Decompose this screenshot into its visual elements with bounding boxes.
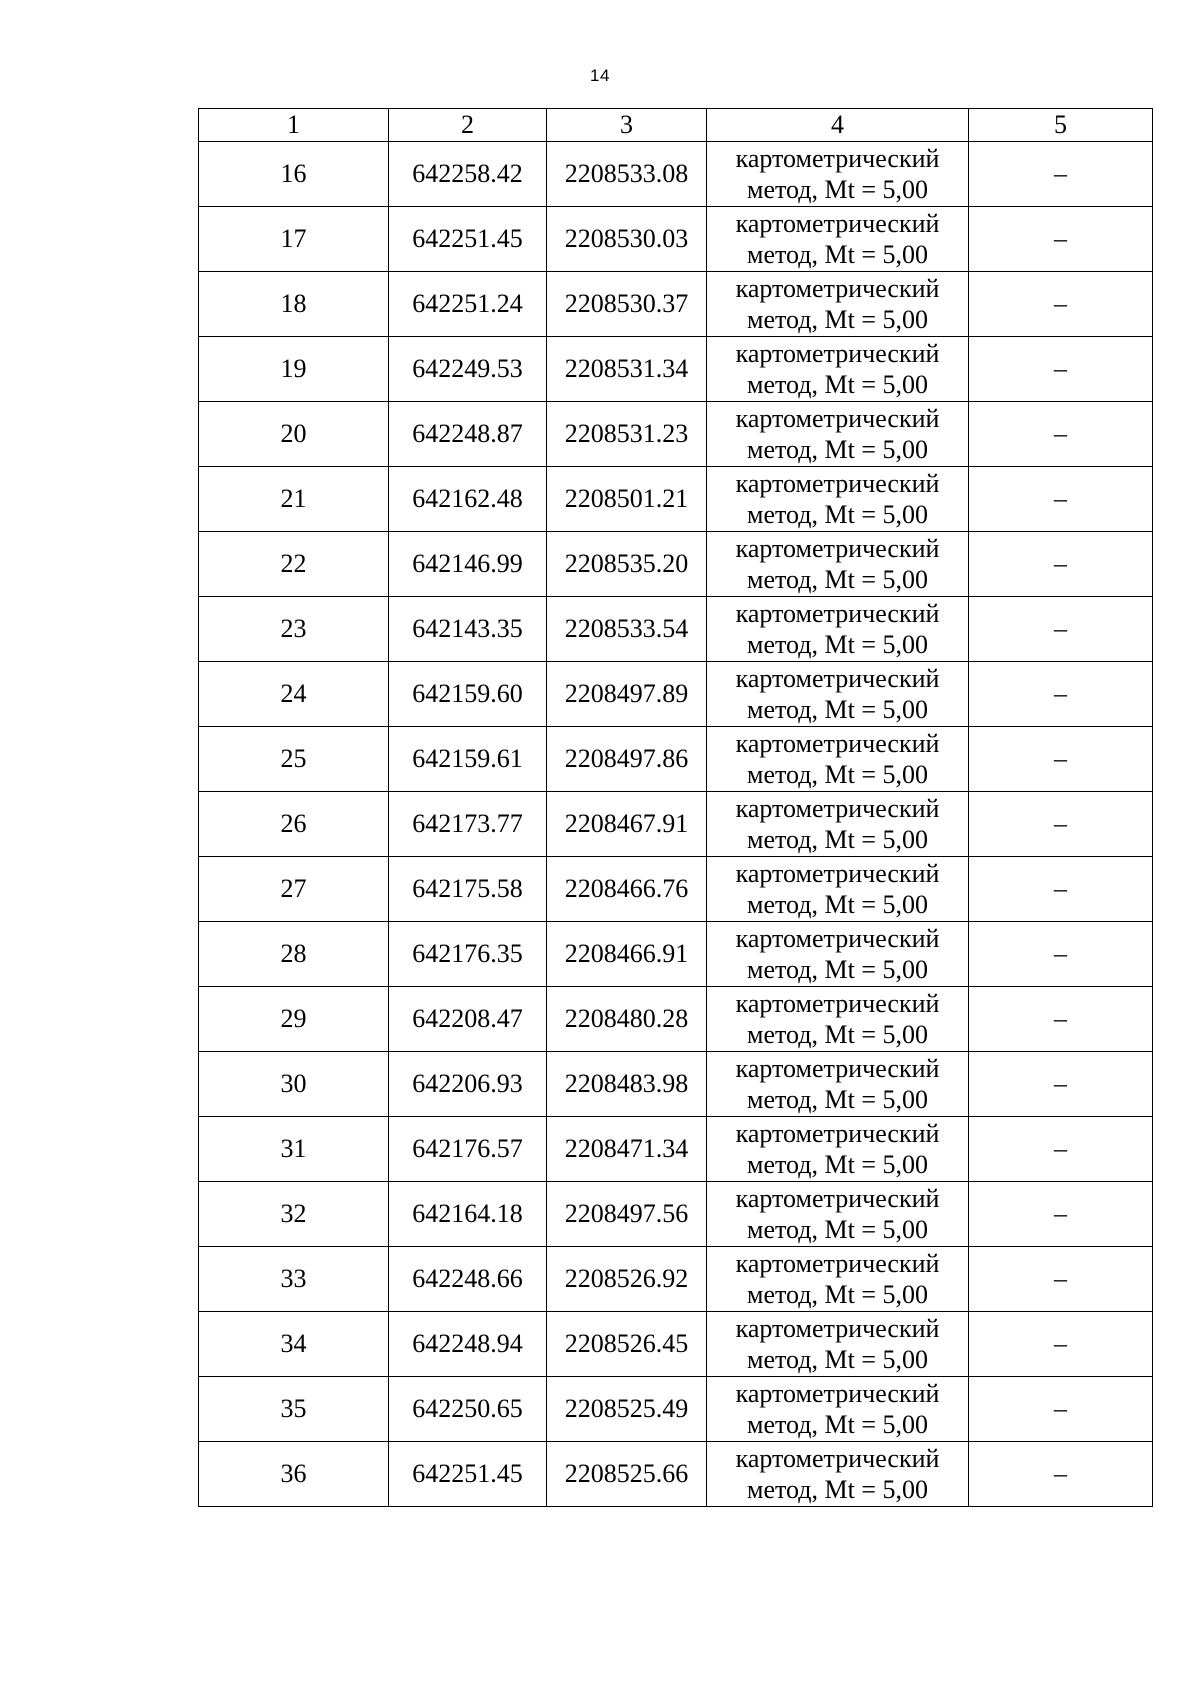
- method-line-2: метод, Mt = 5,00: [747, 565, 928, 594]
- x-coordinate-cell: 642162.48: [389, 467, 547, 532]
- point-number-cell: 16: [199, 142, 389, 207]
- method-cell: [707, 857, 969, 922]
- x-coordinate-cell: 642206.93: [389, 1052, 547, 1117]
- y-coordinate-cell: 2208535.20: [547, 532, 707, 597]
- table-row: [199, 272, 1153, 337]
- point-number-cell: 29: [199, 987, 389, 1052]
- note-cell: –: [969, 597, 1153, 662]
- note-cell: –: [969, 532, 1153, 597]
- method-cell: [707, 337, 969, 402]
- header-col-3: 3: [547, 109, 707, 142]
- method-line-2: метод, Mt = 5,00: [747, 955, 928, 984]
- note-cell: –: [969, 1442, 1153, 1507]
- header-col-5: 5: [969, 109, 1153, 142]
- method-line-2: метод, Mt = 5,00: [747, 760, 928, 789]
- table-row: [199, 727, 1153, 792]
- method-line-1: картометрический: [735, 859, 940, 888]
- point-number-cell: 33: [199, 1247, 389, 1312]
- method-line-2: метод, Mt = 5,00: [747, 305, 928, 334]
- table-row: [199, 337, 1153, 402]
- table-row: [199, 1247, 1153, 1312]
- method-cell: [707, 597, 969, 662]
- header-col-1: 1: [199, 109, 389, 142]
- table-row: [199, 1182, 1153, 1247]
- method-cell: [707, 1312, 969, 1377]
- note-cell: –: [969, 272, 1153, 337]
- note-cell: –: [969, 1247, 1153, 1312]
- note-cell: –: [969, 142, 1153, 207]
- method-line-1: картометрический: [735, 274, 940, 303]
- method-line-2: метод, Mt = 5,00: [747, 1150, 928, 1179]
- x-coordinate-cell: 642159.61: [389, 727, 547, 792]
- x-coordinate-cell: 642248.66: [389, 1247, 547, 1312]
- x-coordinate-cell: 642248.87: [389, 402, 547, 467]
- method-cell: [707, 1182, 969, 1247]
- note-cell: –: [969, 402, 1153, 467]
- x-coordinate-cell: 642176.35: [389, 922, 547, 987]
- method-line-2: метод, Mt = 5,00: [747, 1475, 928, 1504]
- method-line-1: картометрический: [735, 534, 940, 563]
- x-coordinate-cell: 642251.45: [389, 207, 547, 272]
- method-line-2: метод, Mt = 5,00: [747, 825, 928, 854]
- note-cell: –: [969, 207, 1153, 272]
- method-line-2: метод, Mt = 5,00: [747, 1020, 928, 1049]
- method-line-2: метод, Mt = 5,00: [747, 240, 928, 269]
- y-coordinate-cell: 2208483.98: [547, 1052, 707, 1117]
- method-line-2: метод, Mt = 5,00: [747, 1345, 928, 1374]
- x-coordinate-cell: 642175.58: [389, 857, 547, 922]
- method-line-1: картометрический: [735, 1119, 940, 1148]
- method-line-1: картометрический: [735, 144, 940, 173]
- table-row: [199, 1377, 1153, 1442]
- table-row: [199, 1442, 1153, 1507]
- note-cell: –: [969, 987, 1153, 1052]
- point-number-cell: 21: [199, 467, 389, 532]
- method-line-2: метод, Mt = 5,00: [747, 175, 928, 204]
- method-cell: [707, 142, 969, 207]
- note-cell: –: [969, 922, 1153, 987]
- x-coordinate-cell: 642249.53: [389, 337, 547, 402]
- point-number-cell: 23: [199, 597, 389, 662]
- note-cell: –: [969, 1377, 1153, 1442]
- y-coordinate-cell: 2208501.21: [547, 467, 707, 532]
- y-coordinate-cell: 2208530.03: [547, 207, 707, 272]
- x-coordinate-cell: 642250.65: [389, 1377, 547, 1442]
- table-row: [199, 1312, 1153, 1377]
- y-coordinate-cell: 2208525.66: [547, 1442, 707, 1507]
- method-line-1: картометрический: [735, 1054, 940, 1083]
- method-line-1: картометрический: [735, 1379, 940, 1408]
- table-row: [199, 467, 1153, 532]
- method-line-2: метод, Mt = 5,00: [747, 370, 928, 399]
- point-number-cell: 22: [199, 532, 389, 597]
- header-col-2: 2: [389, 109, 547, 142]
- table-row: [199, 402, 1153, 467]
- x-coordinate-cell: 642251.24: [389, 272, 547, 337]
- x-coordinate-cell: 642176.57: [389, 1117, 547, 1182]
- table-row: [199, 987, 1153, 1052]
- method-cell: [707, 402, 969, 467]
- table-row: [199, 207, 1153, 272]
- table-row: [199, 597, 1153, 662]
- page-number: 14: [590, 66, 610, 85]
- note-cell: –: [969, 1052, 1153, 1117]
- table-row: [199, 857, 1153, 922]
- method-line-1: картометрический: [735, 1314, 940, 1343]
- method-line-1: картометрический: [735, 729, 940, 758]
- method-cell: [707, 1247, 969, 1312]
- table-row: [199, 532, 1153, 597]
- method-cell: [707, 1377, 969, 1442]
- method-cell: [707, 272, 969, 337]
- note-cell: –: [969, 662, 1153, 727]
- method-line-1: картометрический: [735, 599, 940, 628]
- method-line-1: картометрический: [735, 989, 940, 1018]
- x-coordinate-cell: 642159.60: [389, 662, 547, 727]
- method-line-2: метод, Mt = 5,00: [747, 630, 928, 659]
- method-line-2: метод, Mt = 5,00: [747, 1280, 928, 1309]
- method-line-2: метод, Mt = 5,00: [747, 500, 928, 529]
- point-number-cell: 18: [199, 272, 389, 337]
- point-number-cell: 25: [199, 727, 389, 792]
- x-coordinate-cell: 642248.94: [389, 1312, 547, 1377]
- method-line-1: картометрический: [735, 794, 940, 823]
- method-cell: [707, 1117, 969, 1182]
- note-cell: –: [969, 857, 1153, 922]
- y-coordinate-cell: 2208480.28: [547, 987, 707, 1052]
- table-row: [199, 1052, 1153, 1117]
- table-row: [199, 792, 1153, 857]
- y-coordinate-cell: 2208530.37: [547, 272, 707, 337]
- table-row: [199, 142, 1153, 207]
- y-coordinate-cell: 2208526.92: [547, 1247, 707, 1312]
- note-cell: –: [969, 792, 1153, 857]
- note-cell: –: [969, 337, 1153, 402]
- method-line-1: картометрический: [735, 1444, 940, 1473]
- y-coordinate-cell: 2208531.23: [547, 402, 707, 467]
- point-number-cell: 30: [199, 1052, 389, 1117]
- method-line-1: картометрический: [735, 924, 940, 953]
- x-coordinate-cell: 642143.35: [389, 597, 547, 662]
- point-number-cell: 20: [199, 402, 389, 467]
- y-coordinate-cell: 2208497.89: [547, 662, 707, 727]
- method-line-2: метод, Mt = 5,00: [747, 695, 928, 724]
- y-coordinate-cell: 2208497.86: [547, 727, 707, 792]
- method-line-1: картометрический: [735, 404, 940, 433]
- method-cell: [707, 727, 969, 792]
- point-number-cell: 35: [199, 1377, 389, 1442]
- method-line-1: картометрический: [735, 209, 940, 238]
- method-line-2: метод, Mt = 5,00: [747, 1215, 928, 1244]
- x-coordinate-cell: 642146.99: [389, 532, 547, 597]
- method-line-1: картометрический: [735, 1184, 940, 1213]
- method-cell: [707, 467, 969, 532]
- x-coordinate-cell: 642258.42: [389, 142, 547, 207]
- point-number-cell: 27: [199, 857, 389, 922]
- y-coordinate-cell: 2208533.08: [547, 142, 707, 207]
- note-cell: –: [969, 467, 1153, 532]
- method-cell: [707, 207, 969, 272]
- y-coordinate-cell: 2208466.76: [547, 857, 707, 922]
- method-cell: [707, 922, 969, 987]
- y-coordinate-cell: 2208497.56: [547, 1182, 707, 1247]
- table-row: [199, 1117, 1153, 1182]
- x-coordinate-cell: 642164.18: [389, 1182, 547, 1247]
- y-coordinate-cell: 2208531.34: [547, 337, 707, 402]
- x-coordinate-cell: 642208.47: [389, 987, 547, 1052]
- table-header-row: [199, 109, 1153, 142]
- table-row: [199, 662, 1153, 727]
- y-coordinate-cell: 2208466.91: [547, 922, 707, 987]
- coordinates-table: [198, 108, 1153, 1507]
- y-coordinate-cell: 2208533.54: [547, 597, 707, 662]
- method-cell: [707, 1442, 969, 1507]
- method-cell: [707, 792, 969, 857]
- note-cell: –: [969, 1182, 1153, 1247]
- method-line-2: метод, Mt = 5,00: [747, 435, 928, 464]
- note-cell: –: [969, 1117, 1153, 1182]
- header-col-4: 4: [707, 109, 969, 142]
- point-number-cell: 19: [199, 337, 389, 402]
- note-cell: –: [969, 727, 1153, 792]
- method-line-1: картометрический: [735, 664, 940, 693]
- point-number-cell: 26: [199, 792, 389, 857]
- point-number-cell: 32: [199, 1182, 389, 1247]
- point-number-cell: 28: [199, 922, 389, 987]
- point-number-cell: 24: [199, 662, 389, 727]
- method-cell: [707, 1052, 969, 1117]
- method-line-1: картометрический: [735, 1249, 940, 1278]
- method-line-1: картометрический: [735, 469, 940, 498]
- point-number-cell: 31: [199, 1117, 389, 1182]
- y-coordinate-cell: 2208471.34: [547, 1117, 707, 1182]
- point-number-cell: 36: [199, 1442, 389, 1507]
- table-row: [199, 922, 1153, 987]
- method-cell: [707, 662, 969, 727]
- y-coordinate-cell: 2208467.91: [547, 792, 707, 857]
- method-cell: [707, 532, 969, 597]
- method-line-2: метод, Mt = 5,00: [747, 1085, 928, 1114]
- method-line-2: метод, Mt = 5,00: [747, 1410, 928, 1439]
- method-cell: [707, 987, 969, 1052]
- point-number-cell: 34: [199, 1312, 389, 1377]
- note-cell: –: [969, 1312, 1153, 1377]
- x-coordinate-cell: 642251.45: [389, 1442, 547, 1507]
- y-coordinate-cell: 2208526.45: [547, 1312, 707, 1377]
- x-coordinate-cell: 642173.77: [389, 792, 547, 857]
- method-line-2: метод, Mt = 5,00: [747, 890, 928, 919]
- point-number-cell: 17: [199, 207, 389, 272]
- method-line-1: картометрический: [735, 339, 940, 368]
- y-coordinate-cell: 2208525.49: [547, 1377, 707, 1442]
